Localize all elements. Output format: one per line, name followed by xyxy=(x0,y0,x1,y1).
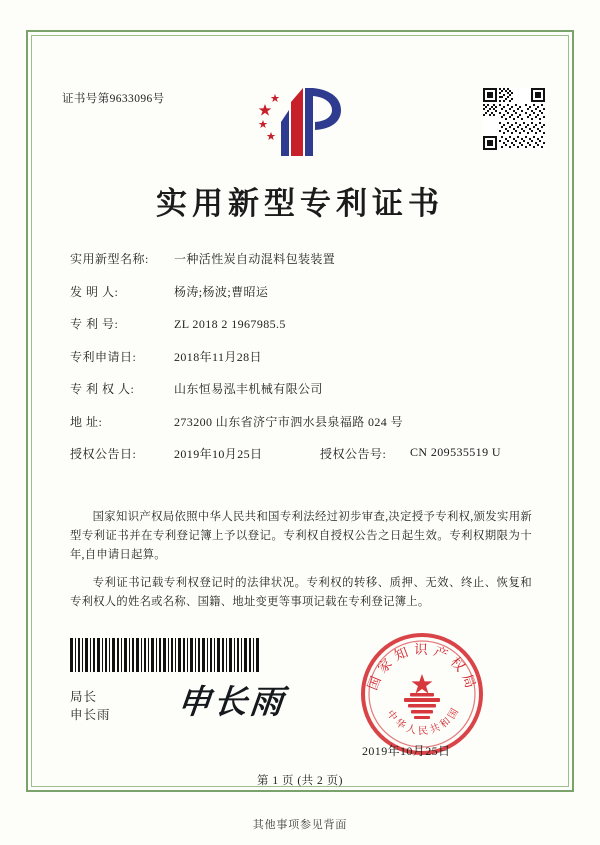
field-label-inventor: 发 明 人: xyxy=(70,284,119,299)
field-label-name: 实用新型名称: xyxy=(70,252,149,266)
official-seal xyxy=(358,630,486,758)
field-list xyxy=(70,250,540,477)
field-value-inventor: 杨涛;杨波;曹昭运 xyxy=(174,284,269,299)
svg-text:中华人民共和国 xyxy=(384,704,462,738)
field-value-address: 273200 山东省济宁市泗水县泉福路 024 号 xyxy=(174,414,404,429)
field-value-grant-date: 2019年10月25日 xyxy=(174,447,263,461)
field-label-application-date: 专利申请日: xyxy=(70,349,137,364)
barcode-icon xyxy=(70,638,260,672)
field-label-grant-date: 授权公告日: xyxy=(70,447,137,461)
field-value-application-date: 2018年11月28日 xyxy=(174,349,262,364)
signature-title-line2: 申长雨 xyxy=(70,708,111,722)
body-text xyxy=(70,508,532,621)
field-row-application-date xyxy=(70,348,540,365)
page-number: 第 1 页 (共 2 页) xyxy=(256,775,344,787)
field-label-patentee: 专 利 权 人: xyxy=(70,382,135,396)
seal-bottom-text: 中华人民共和国 xyxy=(384,704,463,738)
field-row-address xyxy=(70,413,540,430)
field-row-patent-no xyxy=(70,315,540,332)
field-row-patentee xyxy=(70,380,540,397)
footer-note: 其他事项参见背面 xyxy=(252,819,348,831)
page-title: 实用新型专利证书 xyxy=(156,186,444,222)
seal-top-text: 国家知识产权局 xyxy=(364,641,480,695)
certificate-number: 证书号第9633096号 xyxy=(62,93,165,105)
field-label-address: 地 址: xyxy=(70,414,103,429)
patent-office-emblem-icon xyxy=(251,82,349,162)
field-label-grant-number: 授权公告号: xyxy=(320,447,387,461)
qr-code-icon xyxy=(483,88,545,150)
field-value-patent-no: ZL 2018 2 1967985.5 xyxy=(174,317,286,331)
paragraph-2: 专利证书记载专利权登记时的法律状况。专利权的转移、质押、无效、终止、恢复和专利权人的姓名或名称、国籍、地址变更等事项记载在专利登记簿上。 xyxy=(70,577,532,608)
field-value-name: 一种活性炭自动混料包装装置 xyxy=(174,252,336,266)
field-row-inventor xyxy=(70,283,540,300)
field-row-name xyxy=(70,250,540,267)
field-value-patentee: 山东恒易泓丰机械有限公司 xyxy=(174,382,323,396)
grant-number-group xyxy=(320,445,501,462)
signature-title-line1: 局长 xyxy=(70,690,98,704)
handwritten-signature: 申长雨 xyxy=(175,682,288,721)
field-label-patent-no: 专 利 号: xyxy=(70,317,119,331)
field-value-grant-number: CN 209535519 U xyxy=(410,445,501,459)
field-row-grant xyxy=(70,445,540,462)
seal-date: 2019年10月25日 xyxy=(362,744,451,758)
paragraph-1: 国家知识产权局依照中华人民共和国专利法经过初步审查,决定授予专利权,颁发实用新型专利证书并在专利登记簿上予以登记。专利权自授权公告之日起生效。专利权期限为十年,自申请日起算。 xyxy=(70,511,532,561)
grant-date-group xyxy=(70,445,320,462)
signature-title xyxy=(70,688,111,724)
